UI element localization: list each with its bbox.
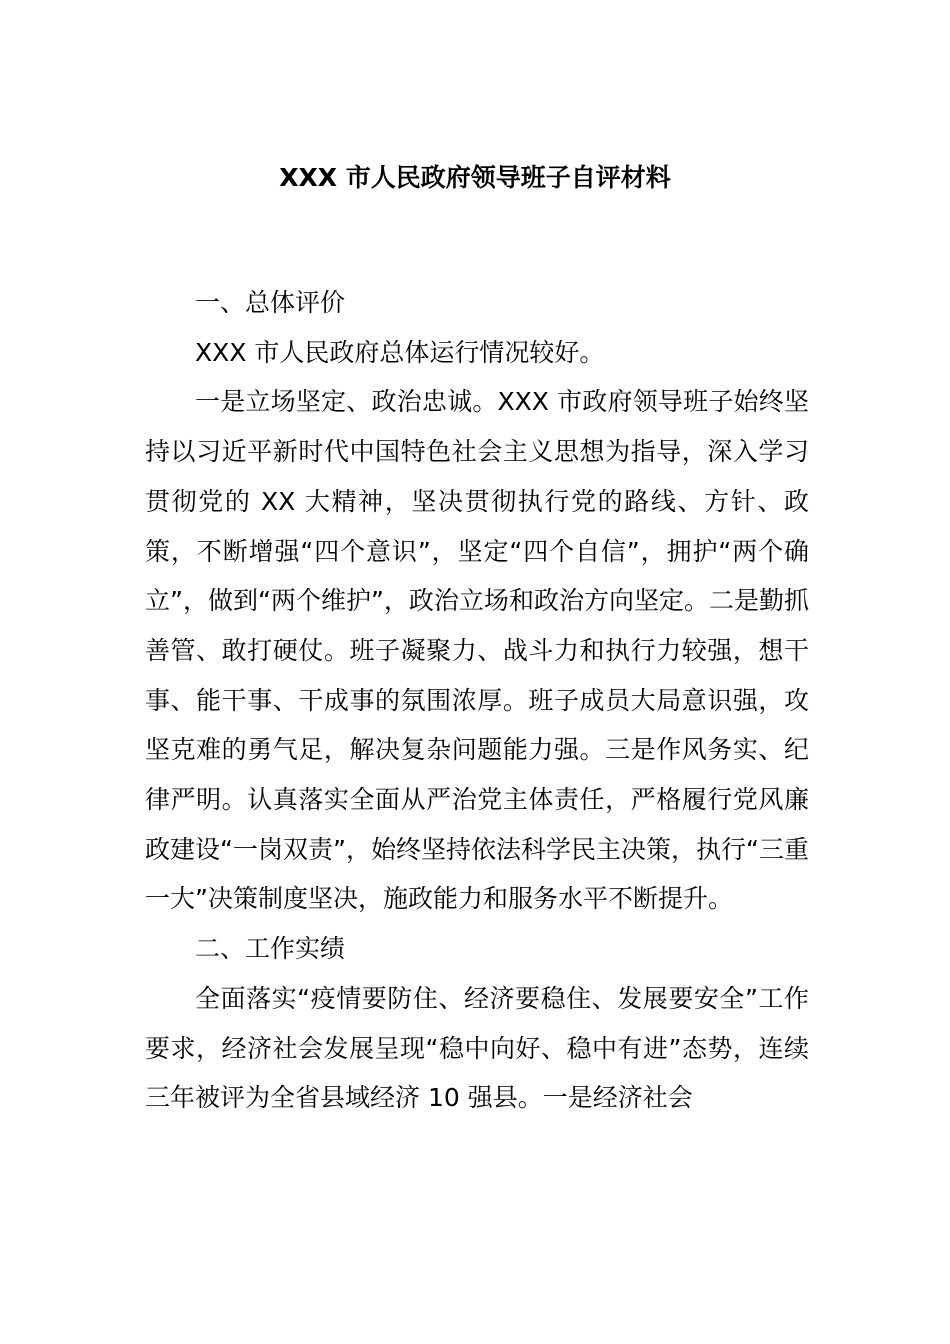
paragraph-achievements: 全面落实“疫情要防住、经济要稳住、发展要安全”工作要求，经济社会发展呈现“稳中向好、稳中有进”态势，连续三年被评为全省县域经济 10 强县。一是经济社会 bbox=[145, 983, 809, 1113]
paragraph-summary: XXX 市人民政府总体运行情况较好。 bbox=[195, 337, 605, 367]
section-heading-work-achievements: 二、工作实绩 bbox=[195, 934, 346, 964]
document-title: XXX 市人民政府领导班子自评材料 bbox=[279, 163, 671, 192]
document-body bbox=[145, 278, 809, 1123]
paragraph-evaluation-details: 一是立场坚定、政治忠诚。XXX 市政府领导班子始终坚持以习近平新时代中国特色社会主义思想为指导，深入学习贯彻党的 XX 大精神，坚决贯彻执行党的路线、方针、政策，不断增强“四个意识”，坚定“四个自信”，拥护“两个确立”，做到“两个维护”，政治立场和政治方向坚定。二是勤抓善管、敢打硬仗。班子凝聚力、战斗力和执行力较强，想干事、能干事、干成事的氛围浓厚。班子成员大局意识强，攻坚克难的勇气足，解决复杂问题能力强。三是作风务实、纪律严明。认真落实全面从严治党主体责任，严格履行党风廉政建设“一岗双责”，始终坚持依法科学民主决策，执行“三重一大”决策制度坚决，施政能力和服务水平不断提升。 bbox=[145, 387, 809, 914]
section-heading-overall-evaluation: 一、总体评价 bbox=[195, 288, 346, 317]
